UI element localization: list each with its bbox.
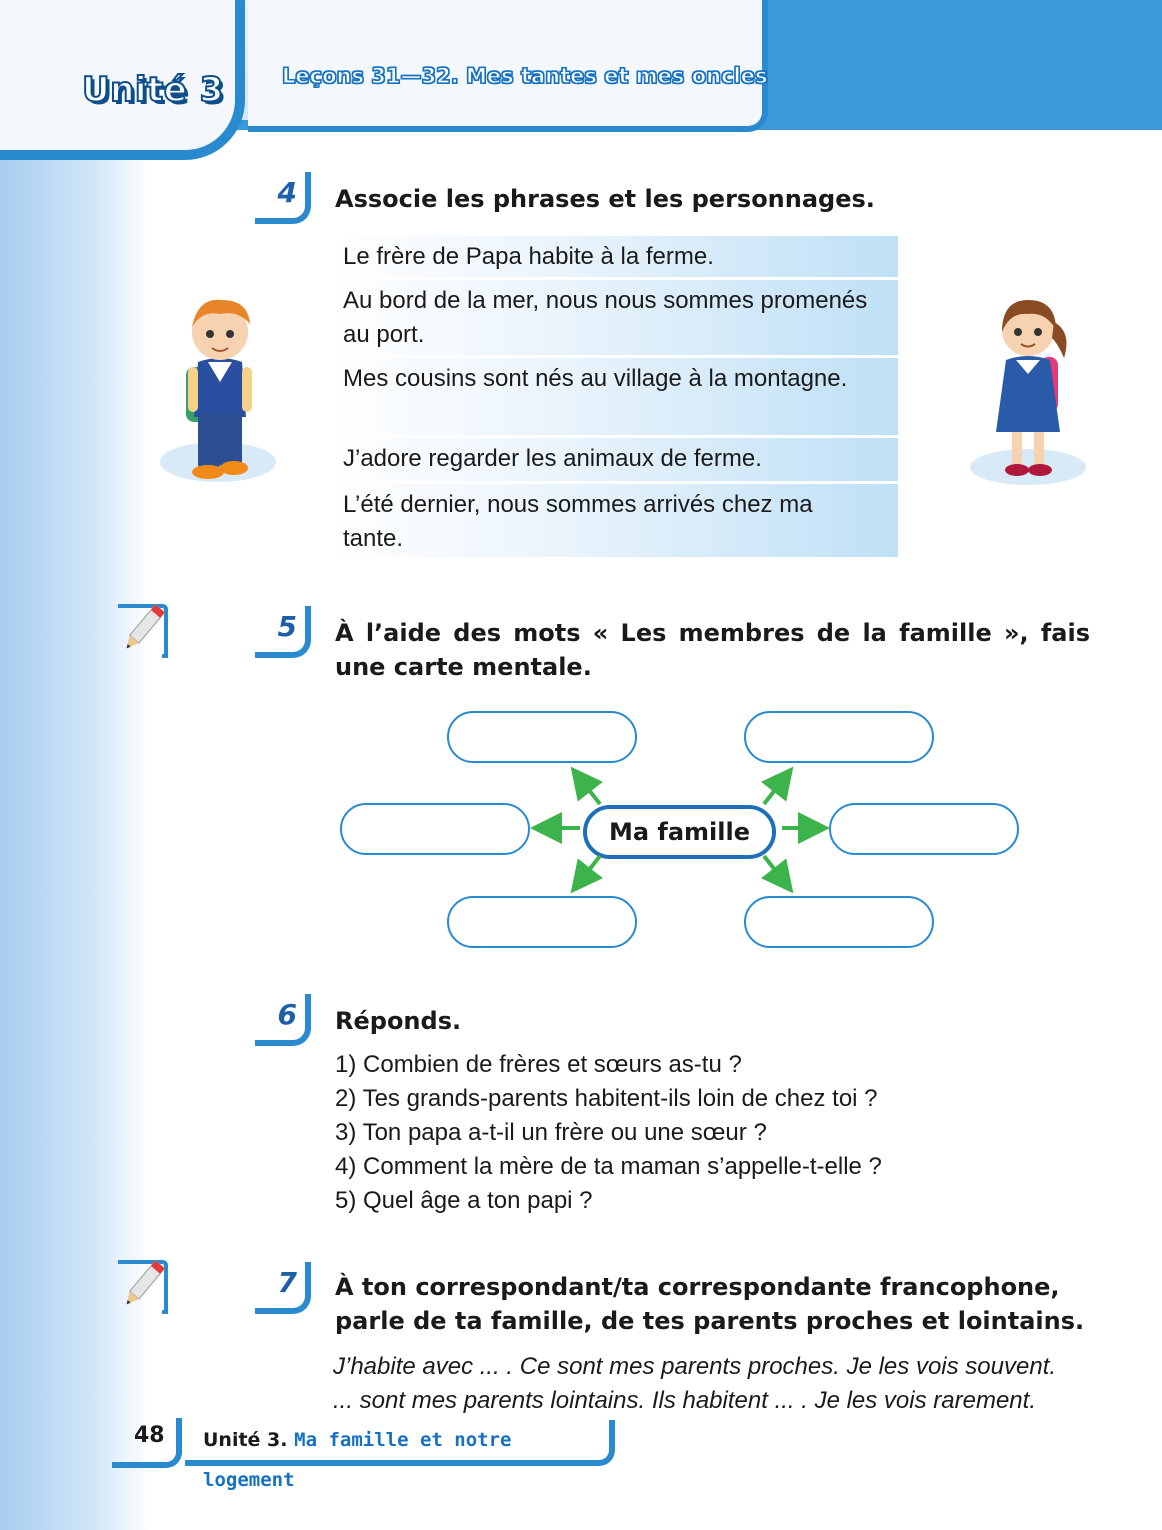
arrow-top-right xyxy=(764,776,786,804)
question-item: 1) Combien de frères et sœurs as-tu ? xyxy=(335,1051,742,1078)
footer-unit-prefix: Unité 3. xyxy=(203,1429,288,1451)
question-item: 2) Tes grands-parents habitent-ils loin de chez toi ? xyxy=(335,1085,878,1112)
phrase-text: Le frère de Papa habite à la ferme. xyxy=(343,243,714,270)
exercise-7-number xyxy=(255,1262,311,1314)
phrase-item[interactable] xyxy=(333,438,898,484)
exercise-5-number xyxy=(255,606,311,658)
phrase-text: Mes cousins sont nés au village à la montagne. xyxy=(343,365,848,392)
footer-unit-title xyxy=(185,1420,615,1491)
phrase-item[interactable] xyxy=(333,280,898,358)
mind-map-empty-node[interactable] xyxy=(744,896,934,948)
exercise-4-number xyxy=(255,172,311,224)
phrase-text: J’adore regarder les animaux de ferme. xyxy=(343,445,762,472)
exercise-number-text: 5 xyxy=(277,610,297,643)
phrase-text: L’été dernier, nous sommes arrivés chez ma tante. xyxy=(343,491,813,552)
exercise-7-instruction-line-2: parle de ta famille, de tes parents proches et lointains. xyxy=(335,1307,1085,1335)
exercise-number-text: 7 xyxy=(277,1266,297,1299)
question-item: 5) Quel âge a ton papi ? xyxy=(335,1187,593,1214)
exercise-7-instruction-line-1: À ton correspondant/ta correspondante francophone, xyxy=(335,1273,1060,1301)
page-number: 48 xyxy=(112,1418,182,1468)
question-list xyxy=(335,1048,882,1218)
arrow-bottom-right xyxy=(764,856,786,884)
exercise-7-example-line-1: J’habite avec ... . Ce sont mes parents proches. Je les vois souvent. xyxy=(333,1353,1057,1380)
footer-unit-name: Ma famille et notre logement xyxy=(203,1429,512,1491)
pencil-icon xyxy=(112,600,172,660)
exercise-number-text: 4 xyxy=(277,176,297,209)
mind-map-empty-node[interactable] xyxy=(829,803,1019,855)
mind-map-center-node: Ma famille xyxy=(583,805,776,859)
exercise-7-example-line-2: ... sont mes parents lointains. Ils habitent ... . Je les vois rarement. xyxy=(333,1387,1036,1414)
exercise-5-instruction: À l’aide des mots « Les membres de la famille », fais une carte mentale. xyxy=(335,619,1090,681)
phrase-item[interactable] xyxy=(333,484,898,560)
question-item: 4) Comment la mère de ta maman s’appelle-t-elle ? xyxy=(335,1153,882,1180)
exercise-6-number xyxy=(255,994,311,1046)
mind-map-empty-node[interactable] xyxy=(340,803,530,855)
pencil-icon xyxy=(112,1256,172,1316)
lesson-title: Leçons 31—32. Mes tantes et mes oncles xyxy=(282,64,768,88)
arrow-bottom-left xyxy=(578,856,600,884)
unit-label: Unité 3 xyxy=(82,70,224,110)
boy-character-illustration xyxy=(158,292,280,492)
mind-map-empty-node[interactable] xyxy=(447,711,637,763)
mind-map-arrows xyxy=(520,760,840,900)
arrow-top-left xyxy=(578,776,600,804)
question-item: 3) Ton papa a-t-il un frère ou une sœur ? xyxy=(335,1119,767,1146)
girl-character-illustration xyxy=(968,292,1088,492)
exercise-6-instruction: Réponds. xyxy=(335,1007,462,1035)
phrase-text: Au bord de la mer, nous nous sommes promenés au port. xyxy=(343,287,868,348)
mind-map-empty-node[interactable] xyxy=(447,896,637,948)
exercise-4-instruction: Associe les phrases et les personnages. xyxy=(335,185,875,213)
phrase-item[interactable] xyxy=(333,358,898,438)
exercise-number-text: 6 xyxy=(277,998,297,1031)
phrase-item[interactable] xyxy=(333,236,898,280)
mind-map-empty-node[interactable] xyxy=(744,711,934,763)
